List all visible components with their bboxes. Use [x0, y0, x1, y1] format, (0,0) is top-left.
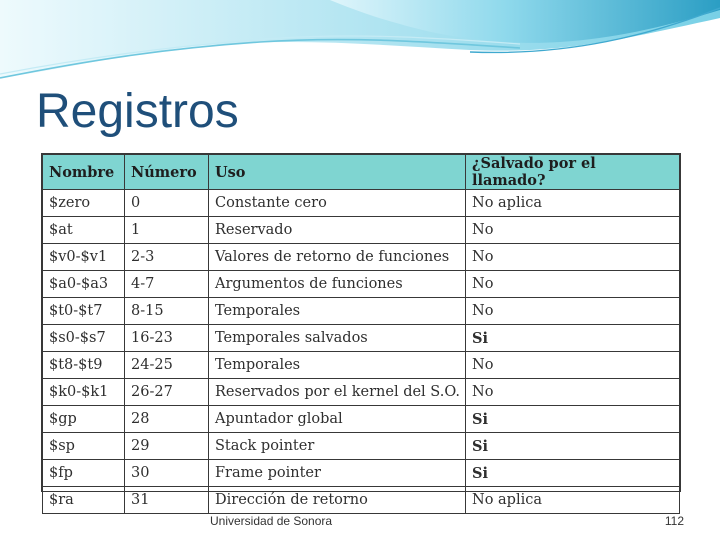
header-name: Nombre	[43, 155, 125, 190]
register-name: $zero	[43, 190, 125, 217]
header-wave-decoration	[0, 0, 720, 90]
register-saved: Si	[466, 406, 680, 433]
register-number: 30	[125, 460, 209, 487]
table-row	[43, 460, 680, 487]
table-row	[43, 298, 680, 325]
register-name: $ra	[43, 487, 125, 514]
table-header-row	[43, 155, 680, 190]
register-number: 1	[125, 217, 209, 244]
table-row	[43, 325, 680, 352]
register-saved: No aplica	[466, 190, 680, 217]
register-use: Valores de retorno de funciones	[209, 244, 466, 271]
register-saved: No	[466, 379, 680, 406]
register-number: 0	[125, 190, 209, 217]
register-saved: No aplica	[466, 487, 680, 514]
register-number: 24-25	[125, 352, 209, 379]
register-name: $v0-$v1	[43, 244, 125, 271]
table-row	[43, 217, 680, 244]
register-use: Apuntador global	[209, 406, 466, 433]
register-use: Frame pointer	[209, 460, 466, 487]
register-name: $t0-$t7	[43, 298, 125, 325]
table-row	[43, 244, 680, 271]
register-use: Stack pointer	[209, 433, 466, 460]
register-saved: No	[466, 352, 680, 379]
register-number: 29	[125, 433, 209, 460]
register-saved: Si	[466, 433, 680, 460]
header-saved: ¿Salvado por el llamado?	[466, 155, 680, 190]
register-name: $s0-$s7	[43, 325, 125, 352]
register-saved: No	[466, 244, 680, 271]
register-saved: No	[466, 271, 680, 298]
register-number: 16-23	[125, 325, 209, 352]
register-use: Dirección de retorno	[209, 487, 466, 514]
table-row	[43, 487, 680, 514]
register-use: Reservado	[209, 217, 466, 244]
register-name: $a0-$a3	[43, 271, 125, 298]
slide-title: Registros	[36, 85, 239, 138]
register-saved: Si	[466, 460, 680, 487]
table-row	[43, 379, 680, 406]
table-row	[43, 271, 680, 298]
table-row	[43, 190, 680, 217]
register-number: 2-3	[125, 244, 209, 271]
registers-table	[41, 153, 681, 508]
register-name: $sp	[43, 433, 125, 460]
register-name: $k0-$k1	[43, 379, 125, 406]
register-number: 26-27	[125, 379, 209, 406]
register-saved: Si	[466, 325, 680, 352]
register-use: Constante cero	[209, 190, 466, 217]
register-name: $fp	[43, 460, 125, 487]
register-use: Temporales salvados	[209, 325, 466, 352]
register-saved: No	[466, 217, 680, 244]
register-number: 31	[125, 487, 209, 514]
register-number: 8-15	[125, 298, 209, 325]
register-name: $t8-$t9	[43, 352, 125, 379]
register-name: $gp	[43, 406, 125, 433]
register-number: 28	[125, 406, 209, 433]
table-row	[43, 433, 680, 460]
header-number: Número	[125, 155, 209, 190]
register-use: Reservados por el kernel del S.O.	[209, 379, 466, 406]
register-number: 4-7	[125, 271, 209, 298]
register-use: Argumentos de funciones	[209, 271, 466, 298]
footer-organization: Universidad de Sonora	[210, 514, 333, 528]
register-name: $at	[43, 217, 125, 244]
page-number: 112	[664, 514, 684, 528]
register-use: Temporales	[209, 298, 466, 325]
header-use: Uso	[209, 155, 466, 190]
table-row	[43, 352, 680, 379]
register-use: Temporales	[209, 352, 466, 379]
table-row	[43, 406, 680, 433]
register-saved: No	[466, 298, 680, 325]
